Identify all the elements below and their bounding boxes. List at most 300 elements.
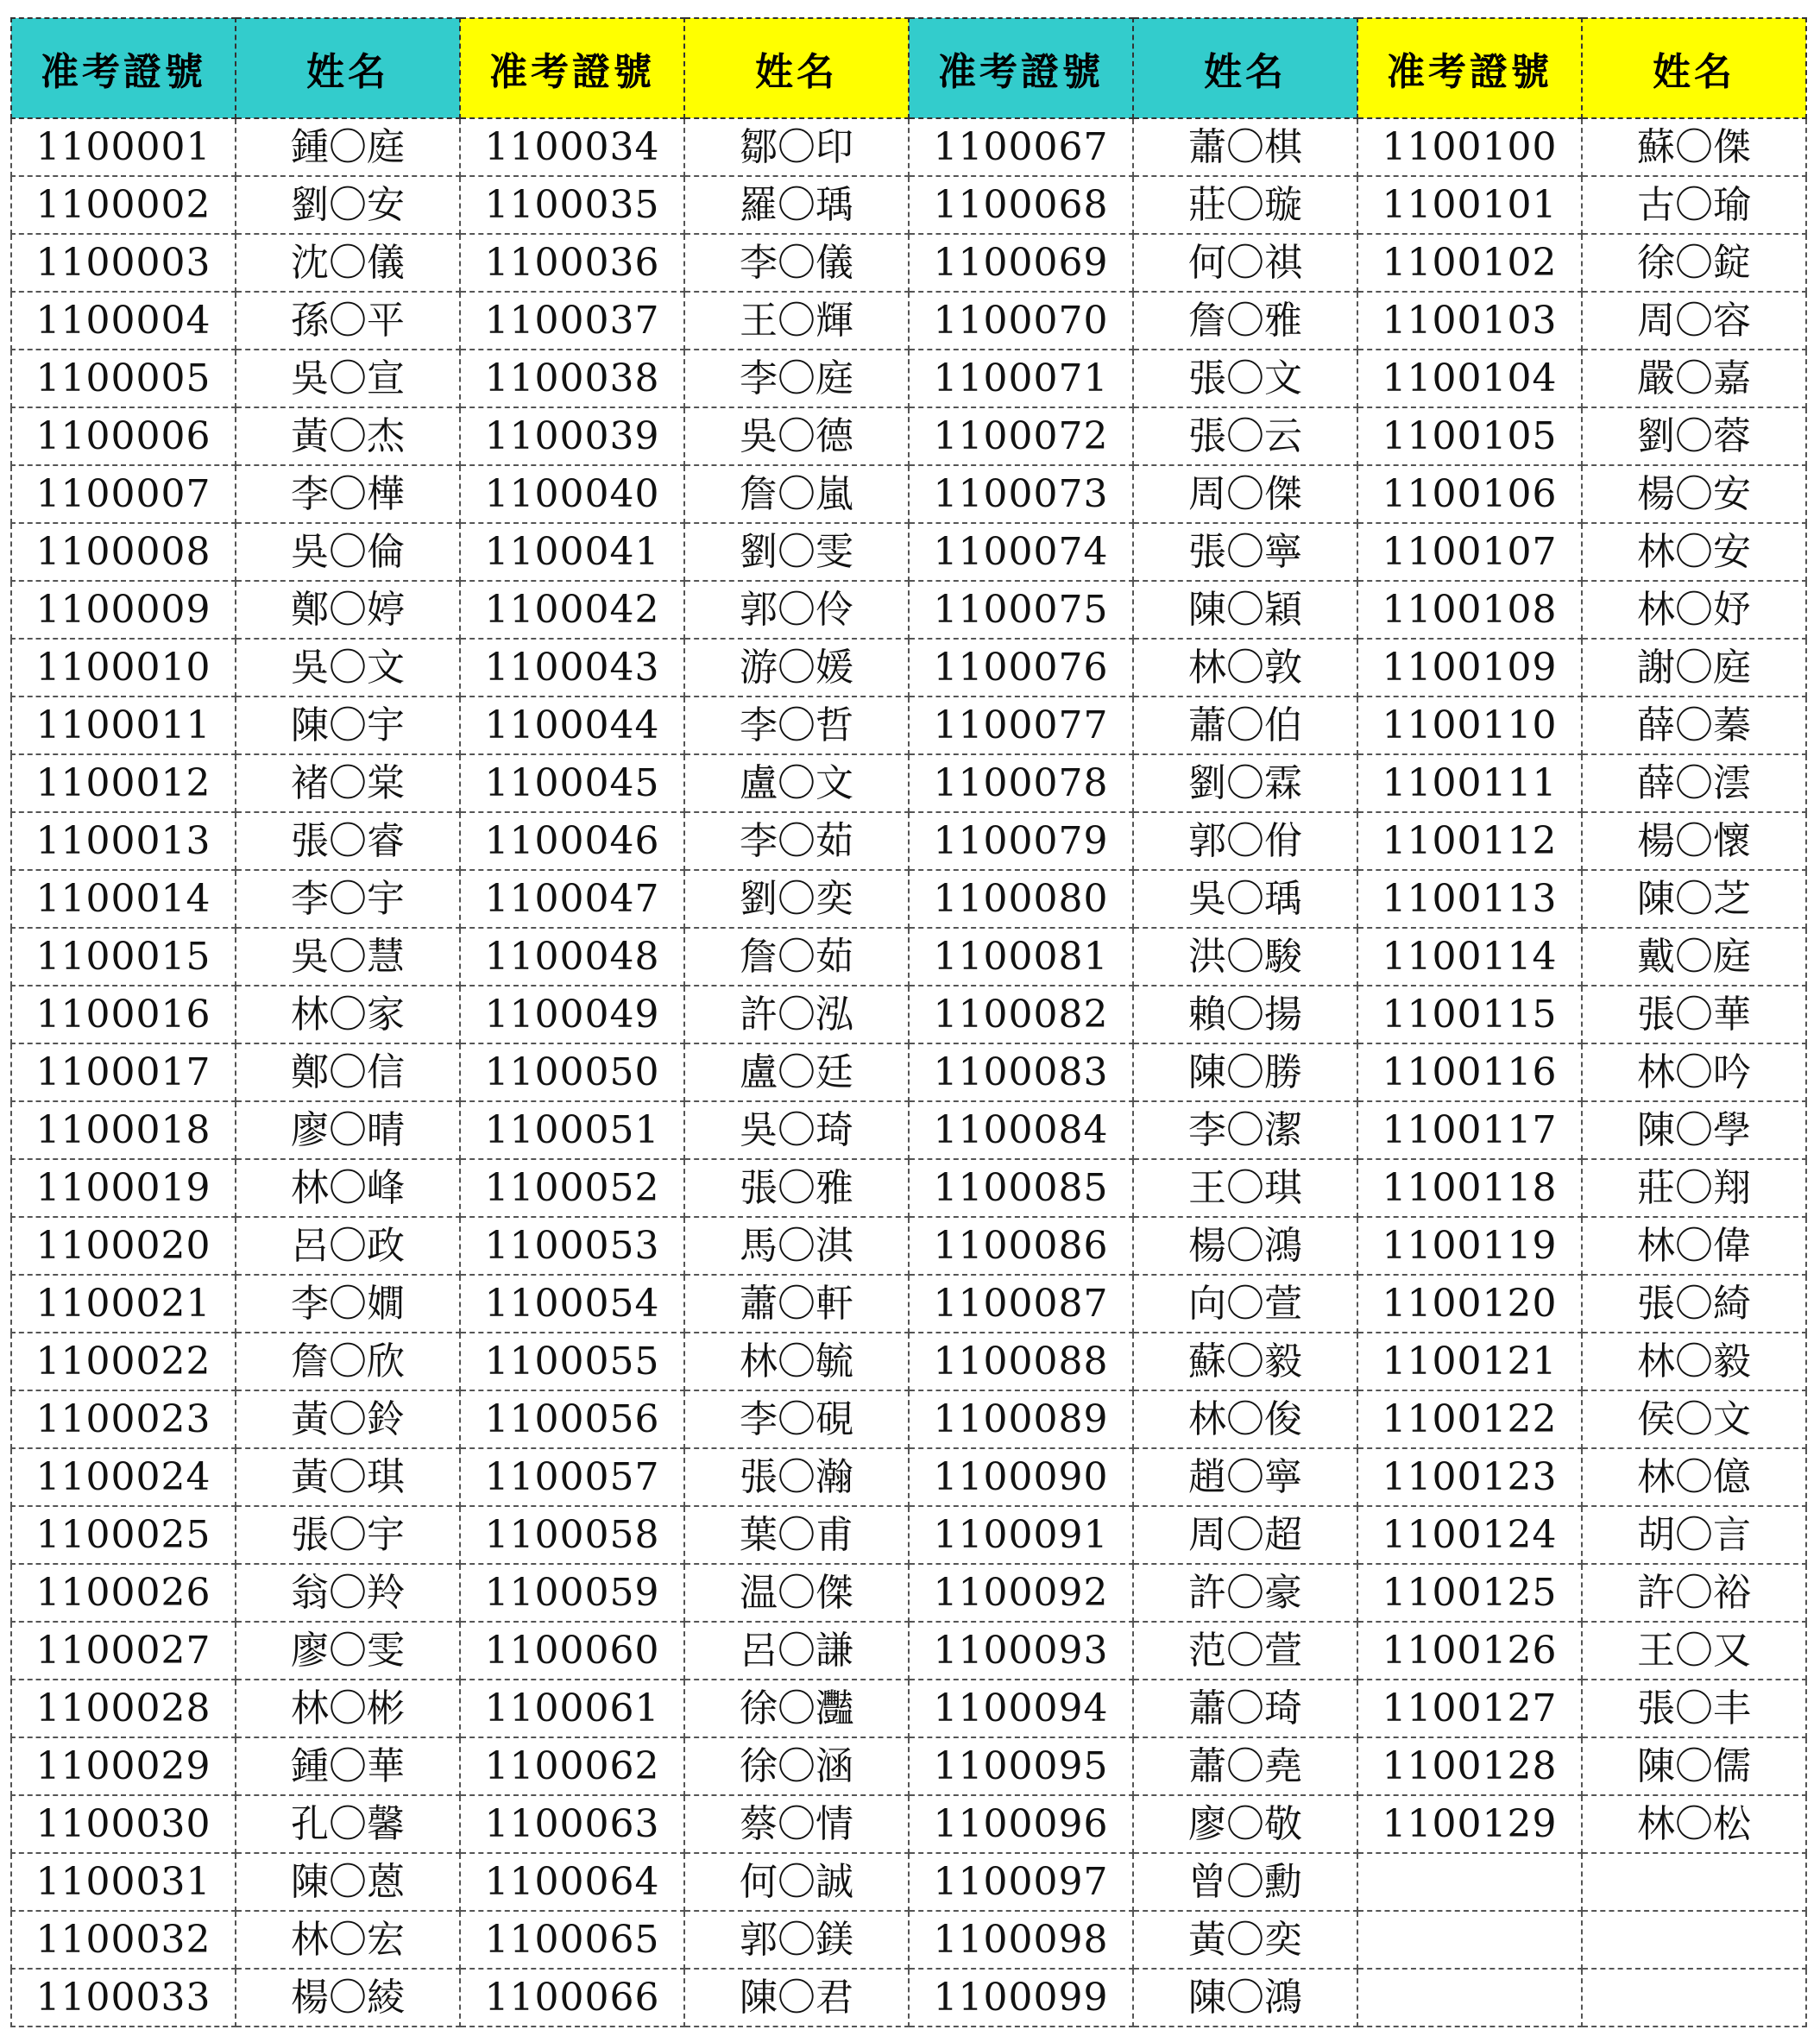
student-name-cell: 張〇瀚 xyxy=(684,1448,909,1506)
student-name-cell: 郭〇鎂 xyxy=(684,1911,909,1969)
exam-number-cell: 1100050 xyxy=(460,1043,684,1101)
exam-number-cell: 1100057 xyxy=(460,1448,684,1506)
student-name-cell: 温〇傑 xyxy=(684,1564,909,1622)
student-name-cell: 洪〇駿 xyxy=(1133,928,1357,986)
exam-number-cell: 1100119 xyxy=(1357,1217,1582,1275)
table-row xyxy=(11,1853,1806,1911)
exam-number-cell: 1100071 xyxy=(909,350,1133,407)
student-name-cell: 呂〇政 xyxy=(236,1217,460,1275)
exam-number-cell: 1100086 xyxy=(909,1217,1133,1275)
student-name-cell: 呂〇謙 xyxy=(684,1622,909,1680)
exam-number-cell: 1100019 xyxy=(11,1159,236,1217)
student-name-cell: 向〇萱 xyxy=(1133,1275,1357,1333)
table-row xyxy=(11,1506,1806,1564)
student-name-cell: 莊〇翔 xyxy=(1582,1159,1806,1217)
student-name-cell: 林〇彬 xyxy=(236,1680,460,1737)
student-name-cell: 陳〇芝 xyxy=(1582,870,1806,928)
header-name: 姓名 xyxy=(1133,18,1357,118)
header-row xyxy=(11,18,1806,118)
table-row xyxy=(11,639,1806,697)
exam-number-cell: 1100121 xyxy=(1357,1333,1582,1390)
table-row xyxy=(11,1217,1806,1275)
student-name-cell: 楊〇綾 xyxy=(236,1969,460,2027)
table-row xyxy=(11,581,1806,639)
student-name-cell: 許〇裕 xyxy=(1582,1564,1806,1622)
table-row xyxy=(11,350,1806,407)
student-name-cell: 黃〇奕 xyxy=(1133,1911,1357,1969)
exam-number-cell: 1100066 xyxy=(460,1969,684,2027)
student-name-cell: 范〇萱 xyxy=(1133,1622,1357,1680)
student-name-cell: 楊〇鴻 xyxy=(1133,1217,1357,1275)
student-name-cell: 鄒〇印 xyxy=(684,118,909,176)
student-name-cell: 林〇安 xyxy=(1582,523,1806,581)
student-name-cell: 林〇家 xyxy=(236,986,460,1043)
exam-number-cell: 1100031 xyxy=(11,1853,236,1911)
student-name-cell: 林〇億 xyxy=(1582,1448,1806,1506)
exam-number-cell: 1100098 xyxy=(909,1911,1133,1969)
student-name-cell xyxy=(1582,1853,1806,1911)
exam-number-cell: 1100123 xyxy=(1357,1448,1582,1506)
exam-number-cell: 1100082 xyxy=(909,986,1133,1043)
student-name-cell: 王〇琪 xyxy=(1133,1159,1357,1217)
exam-number-cell: 1100099 xyxy=(909,1969,1133,2027)
exam-number-cell: 1100008 xyxy=(11,523,236,581)
student-name-cell: 詹〇嵐 xyxy=(684,465,909,523)
student-name-cell: 嚴〇嘉 xyxy=(1582,350,1806,407)
student-name-cell: 吳〇德 xyxy=(684,407,909,465)
exam-number-cell: 1100007 xyxy=(11,465,236,523)
exam-number-cell: 1100014 xyxy=(11,870,236,928)
exam-number-cell: 1100124 xyxy=(1357,1506,1582,1564)
table-row xyxy=(11,1101,1806,1159)
table-row xyxy=(11,176,1806,234)
student-name-cell: 周〇超 xyxy=(1133,1506,1357,1564)
exam-number-cell: 1100094 xyxy=(909,1680,1133,1737)
exam-number-cell: 1100002 xyxy=(11,176,236,234)
student-name-cell: 莊〇璇 xyxy=(1133,176,1357,234)
header-exam-number: 准考證號 xyxy=(1357,18,1582,118)
table-row xyxy=(11,1275,1806,1333)
exam-number-cell: 1100115 xyxy=(1357,986,1582,1043)
exam-number-cell: 1100122 xyxy=(1357,1390,1582,1448)
exam-number-cell: 1100125 xyxy=(1357,1564,1582,1622)
table-row xyxy=(11,754,1806,812)
student-name-cell: 王〇又 xyxy=(1582,1622,1806,1680)
student-name-cell: 詹〇雅 xyxy=(1133,292,1357,350)
student-name-cell: 林〇俊 xyxy=(1133,1390,1357,1448)
student-name-cell: 盧〇廷 xyxy=(684,1043,909,1101)
student-name-cell: 游〇媛 xyxy=(684,639,909,697)
exam-number-cell: 1100028 xyxy=(11,1680,236,1737)
student-name-cell: 謝〇庭 xyxy=(1582,639,1806,697)
student-name-cell: 林〇松 xyxy=(1582,1795,1806,1853)
exam-number-cell: 1100006 xyxy=(11,407,236,465)
exam-number-cell: 1100079 xyxy=(909,812,1133,870)
student-name-cell: 周〇傑 xyxy=(1133,465,1357,523)
exam-number-cell: 1100060 xyxy=(460,1622,684,1680)
exam-number-cell: 1100073 xyxy=(909,465,1133,523)
student-name-cell: 戴〇庭 xyxy=(1582,928,1806,986)
student-name-cell: 李〇儀 xyxy=(684,234,909,292)
student-name-cell: 詹〇欣 xyxy=(236,1333,460,1390)
exam-number-cell: 1100069 xyxy=(909,234,1133,292)
exam-number-cell: 1100037 xyxy=(460,292,684,350)
student-name-cell: 陳〇勝 xyxy=(1133,1043,1357,1101)
exam-number-cell: 1100024 xyxy=(11,1448,236,1506)
exam-number-cell: 1100118 xyxy=(1357,1159,1582,1217)
student-name-cell: 李〇嫺 xyxy=(236,1275,460,1333)
table-row xyxy=(11,928,1806,986)
exam-number-cell: 1100080 xyxy=(909,870,1133,928)
student-name-cell: 薛〇蓁 xyxy=(1582,697,1806,754)
exam-number-cell: 1100004 xyxy=(11,292,236,350)
student-name-cell: 林〇吟 xyxy=(1582,1043,1806,1101)
exam-number-cell: 1100015 xyxy=(11,928,236,986)
student-name-cell: 張〇綺 xyxy=(1582,1275,1806,1333)
exam-number-cell: 1100104 xyxy=(1357,350,1582,407)
exam-number-cell: 1100088 xyxy=(909,1333,1133,1390)
exam-number-cell: 1100035 xyxy=(460,176,684,234)
header-exam-number: 准考證號 xyxy=(909,18,1133,118)
table-row xyxy=(11,1680,1806,1737)
student-name-cell: 吳〇倫 xyxy=(236,523,460,581)
exam-number-cell: 1100063 xyxy=(460,1795,684,1853)
exam-number-cell: 1100058 xyxy=(460,1506,684,1564)
student-name-cell: 李〇潔 xyxy=(1133,1101,1357,1159)
exam-number-cell: 1100129 xyxy=(1357,1795,1582,1853)
student-name-cell: 林〇峰 xyxy=(236,1159,460,1217)
exam-number-cell: 1100055 xyxy=(460,1333,684,1390)
exam-number-cell: 1100068 xyxy=(909,176,1133,234)
exam-number-cell: 1100128 xyxy=(1357,1737,1582,1795)
student-name-cell: 何〇誠 xyxy=(684,1853,909,1911)
exam-number-cell: 1100117 xyxy=(1357,1101,1582,1159)
exam-number-cell: 1100078 xyxy=(909,754,1133,812)
student-name-cell: 李〇哲 xyxy=(684,697,909,754)
table-row xyxy=(11,812,1806,870)
student-name-cell: 張〇宇 xyxy=(236,1506,460,1564)
student-name-cell: 吳〇宣 xyxy=(236,350,460,407)
exam-number-cell: 1100056 xyxy=(460,1390,684,1448)
student-name-cell: 胡〇言 xyxy=(1582,1506,1806,1564)
student-name-cell: 林〇毓 xyxy=(684,1333,909,1390)
exam-number-cell: 1100046 xyxy=(460,812,684,870)
student-name-cell: 鍾〇庭 xyxy=(236,118,460,176)
student-name-cell: 鄭〇婷 xyxy=(236,581,460,639)
exam-number-cell: 1100070 xyxy=(909,292,1133,350)
exam-number-cell: 1100064 xyxy=(460,1853,684,1911)
header-name: 姓名 xyxy=(684,18,909,118)
student-name-cell: 古〇瑜 xyxy=(1582,176,1806,234)
student-name-cell: 徐〇錠 xyxy=(1582,234,1806,292)
student-name-cell: 李〇茹 xyxy=(684,812,909,870)
exam-number-cell: 1100011 xyxy=(11,697,236,754)
exam-number-cell: 1100102 xyxy=(1357,234,1582,292)
header-name: 姓名 xyxy=(236,18,460,118)
student-name-cell: 薛〇澐 xyxy=(1582,754,1806,812)
exam-number-cell: 1100074 xyxy=(909,523,1133,581)
student-name-cell: 林〇偉 xyxy=(1582,1217,1806,1275)
table-row xyxy=(11,234,1806,292)
student-name-cell: 林〇妤 xyxy=(1582,581,1806,639)
student-name-cell: 郭〇伶 xyxy=(684,581,909,639)
table-row xyxy=(11,465,1806,523)
table-row xyxy=(11,1737,1806,1795)
exam-number-cell: 1100038 xyxy=(460,350,684,407)
exam-number-cell: 1100113 xyxy=(1357,870,1582,928)
exam-number-cell: 1100042 xyxy=(460,581,684,639)
student-name-cell: 陳〇儒 xyxy=(1582,1737,1806,1795)
exam-number-cell: 1100045 xyxy=(460,754,684,812)
exam-number-cell: 1100092 xyxy=(909,1564,1133,1622)
student-name-cell: 鍾〇華 xyxy=(236,1737,460,1795)
student-name-cell: 廖〇雯 xyxy=(236,1622,460,1680)
student-name-cell: 陳〇穎 xyxy=(1133,581,1357,639)
exam-number-cell: 1100089 xyxy=(909,1390,1133,1448)
student-name-cell: 蔡〇情 xyxy=(684,1795,909,1853)
exam-number-cell: 1100112 xyxy=(1357,812,1582,870)
student-name-cell: 張〇雅 xyxy=(684,1159,909,1217)
exam-number-cell: 1100076 xyxy=(909,639,1133,697)
student-name-cell: 吳〇文 xyxy=(236,639,460,697)
exam-number-cell: 1100072 xyxy=(909,407,1133,465)
exam-number-cell: 1100030 xyxy=(11,1795,236,1853)
student-name-cell: 許〇豪 xyxy=(1133,1564,1357,1622)
student-name-cell: 劉〇蓉 xyxy=(1582,407,1806,465)
student-name-cell: 楊〇安 xyxy=(1582,465,1806,523)
exam-number-cell: 1100052 xyxy=(460,1159,684,1217)
exam-number-cell: 1100096 xyxy=(909,1795,1133,1853)
exam-number-cell: 1100087 xyxy=(909,1275,1133,1333)
exam-number-cell: 1100041 xyxy=(460,523,684,581)
header-exam-number: 准考證號 xyxy=(460,18,684,118)
exam-number-cell: 1100101 xyxy=(1357,176,1582,234)
student-name-cell: 陳〇蒽 xyxy=(236,1853,460,1911)
exam-number-cell: 1100091 xyxy=(909,1506,1133,1564)
student-name-cell: 張〇寧 xyxy=(1133,523,1357,581)
exam-number-cell xyxy=(1357,1911,1582,1969)
exam-number-cell: 1100093 xyxy=(909,1622,1133,1680)
student-name-cell: 許〇泓 xyxy=(684,986,909,1043)
exam-number-cell: 1100067 xyxy=(909,118,1133,176)
exam-number-cell: 1100110 xyxy=(1357,697,1582,754)
exam-number-cell: 1100048 xyxy=(460,928,684,986)
student-name-cell: 曾〇勳 xyxy=(1133,1853,1357,1911)
student-name-cell: 蘇〇毅 xyxy=(1133,1333,1357,1390)
table-row xyxy=(11,1043,1806,1101)
exam-number-cell: 1100039 xyxy=(460,407,684,465)
student-name-cell: 林〇敦 xyxy=(1133,639,1357,697)
table-row xyxy=(11,407,1806,465)
student-name-cell: 吳〇慧 xyxy=(236,928,460,986)
table-row xyxy=(11,697,1806,754)
table-row xyxy=(11,523,1806,581)
student-name-cell: 蕭〇琦 xyxy=(1133,1680,1357,1737)
exam-number-cell: 1100021 xyxy=(11,1275,236,1333)
student-name-cell: 吳〇瑀 xyxy=(1133,870,1357,928)
exam-number-cell: 1100059 xyxy=(460,1564,684,1622)
exam-number-cell: 1100003 xyxy=(11,234,236,292)
student-name-cell: 郭〇佾 xyxy=(1133,812,1357,870)
student-name-cell: 李〇硯 xyxy=(684,1390,909,1448)
student-name-cell: 侯〇文 xyxy=(1582,1390,1806,1448)
exam-number-cell: 1100103 xyxy=(1357,292,1582,350)
student-name-cell: 何〇祺 xyxy=(1133,234,1357,292)
student-name-cell: 蕭〇伯 xyxy=(1133,697,1357,754)
student-name-cell: 葉〇甫 xyxy=(684,1506,909,1564)
student-name-cell: 褚〇棠 xyxy=(236,754,460,812)
student-name-cell: 陳〇學 xyxy=(1582,1101,1806,1159)
exam-number-cell: 1100049 xyxy=(460,986,684,1043)
student-name-cell xyxy=(1582,1969,1806,2027)
student-name-cell: 徐〇灩 xyxy=(684,1680,909,1737)
exam-number-cell: 1100054 xyxy=(460,1275,684,1333)
student-name-cell: 盧〇文 xyxy=(684,754,909,812)
student-name-cell: 孫〇平 xyxy=(236,292,460,350)
exam-number-cell: 1100084 xyxy=(909,1101,1133,1159)
exam-number-cell: 1100095 xyxy=(909,1737,1133,1795)
student-name-cell: 蕭〇棋 xyxy=(1133,118,1357,176)
exam-number-cell: 1100111 xyxy=(1357,754,1582,812)
exam-number-cell: 1100081 xyxy=(909,928,1133,986)
student-name-cell: 徐〇涵 xyxy=(684,1737,909,1795)
exam-number-cell: 1100020 xyxy=(11,1217,236,1275)
student-name-cell: 廖〇敬 xyxy=(1133,1795,1357,1853)
table-row xyxy=(11,986,1806,1043)
exam-number-cell: 1100036 xyxy=(460,234,684,292)
student-name-cell: 王〇輝 xyxy=(684,292,909,350)
exam-number-cell: 1100001 xyxy=(11,118,236,176)
exam-number-cell: 1100013 xyxy=(11,812,236,870)
student-name-cell: 李〇庭 xyxy=(684,350,909,407)
table-row xyxy=(11,1390,1806,1448)
exam-number-cell: 1100083 xyxy=(909,1043,1133,1101)
student-name-cell: 沈〇儀 xyxy=(236,234,460,292)
student-name-cell: 蕭〇堯 xyxy=(1133,1737,1357,1795)
exam-number-cell xyxy=(1357,1969,1582,2027)
header-exam-number: 准考證號 xyxy=(11,18,236,118)
exam-number-cell: 1100047 xyxy=(460,870,684,928)
table-row xyxy=(11,1911,1806,1969)
exam-number-cell: 1100105 xyxy=(1357,407,1582,465)
student-name-cell: 廖〇晴 xyxy=(236,1101,460,1159)
table-row xyxy=(11,1795,1806,1853)
exam-roster-table xyxy=(10,17,1807,2027)
exam-number-cell: 1100061 xyxy=(460,1680,684,1737)
table-row xyxy=(11,1564,1806,1622)
student-name-cell: 羅〇瑀 xyxy=(684,176,909,234)
exam-number-cell: 1100029 xyxy=(11,1737,236,1795)
exam-number-cell: 1100106 xyxy=(1357,465,1582,523)
exam-number-cell: 1100100 xyxy=(1357,118,1582,176)
exam-number-cell: 1100012 xyxy=(11,754,236,812)
exam-number-cell: 1100033 xyxy=(11,1969,236,2027)
exam-number-cell: 1100051 xyxy=(460,1101,684,1159)
student-name-cell: 張〇睿 xyxy=(236,812,460,870)
table-row xyxy=(11,1159,1806,1217)
student-name-cell: 張〇丰 xyxy=(1582,1680,1806,1737)
student-name-cell: 劉〇安 xyxy=(236,176,460,234)
student-name-cell: 李〇樺 xyxy=(236,465,460,523)
exam-number-cell: 1100032 xyxy=(11,1911,236,1969)
table-row xyxy=(11,1333,1806,1390)
table-row xyxy=(11,1448,1806,1506)
exam-number-cell: 1100009 xyxy=(11,581,236,639)
student-name-cell: 陳〇君 xyxy=(684,1969,909,2027)
student-name-cell: 詹〇茹 xyxy=(684,928,909,986)
exam-number-cell: 1100116 xyxy=(1357,1043,1582,1101)
exam-number-cell: 1100022 xyxy=(11,1333,236,1390)
table-row xyxy=(11,1622,1806,1680)
exam-number-cell: 1100127 xyxy=(1357,1680,1582,1737)
student-name-cell: 林〇毅 xyxy=(1582,1333,1806,1390)
exam-number-cell: 1100025 xyxy=(11,1506,236,1564)
exam-number-cell: 1100077 xyxy=(909,697,1133,754)
exam-number-cell: 1100062 xyxy=(460,1737,684,1795)
student-name-cell: 陳〇宇 xyxy=(236,697,460,754)
student-name-cell: 黃〇鈴 xyxy=(236,1390,460,1448)
student-name-cell: 周〇容 xyxy=(1582,292,1806,350)
exam-number-cell: 1100040 xyxy=(460,465,684,523)
student-name-cell: 張〇華 xyxy=(1582,986,1806,1043)
student-name-cell: 馬〇淇 xyxy=(684,1217,909,1275)
table-row xyxy=(11,1969,1806,2027)
student-name-cell: 劉〇霖 xyxy=(1133,754,1357,812)
exam-number-cell: 1100085 xyxy=(909,1159,1133,1217)
exam-number-cell: 1100126 xyxy=(1357,1622,1582,1680)
exam-number-cell: 1100097 xyxy=(909,1853,1133,1911)
table-row xyxy=(11,118,1806,176)
student-name-cell: 林〇宏 xyxy=(236,1911,460,1969)
exam-number-cell: 1100018 xyxy=(11,1101,236,1159)
student-name-cell: 賴〇揚 xyxy=(1133,986,1357,1043)
student-name-cell: 李〇宇 xyxy=(236,870,460,928)
student-name-cell: 張〇文 xyxy=(1133,350,1357,407)
exam-number-cell: 1100017 xyxy=(11,1043,236,1101)
student-name-cell: 蕭〇軒 xyxy=(684,1275,909,1333)
student-name-cell: 張〇云 xyxy=(1133,407,1357,465)
exam-number-cell: 1100065 xyxy=(460,1911,684,1969)
header-name: 姓名 xyxy=(1582,18,1806,118)
student-name-cell: 吳〇琦 xyxy=(684,1101,909,1159)
student-name-cell: 劉〇雯 xyxy=(684,523,909,581)
exam-number-cell: 1100010 xyxy=(11,639,236,697)
student-name-cell: 蘇〇傑 xyxy=(1582,118,1806,176)
exam-number-cell: 1100026 xyxy=(11,1564,236,1622)
table-row xyxy=(11,870,1806,928)
exam-number-cell: 1100075 xyxy=(909,581,1133,639)
exam-number-cell: 1100108 xyxy=(1357,581,1582,639)
student-name-cell: 楊〇懷 xyxy=(1582,812,1806,870)
roster-body xyxy=(11,118,1806,2027)
exam-number-cell: 1100005 xyxy=(11,350,236,407)
table-row xyxy=(11,292,1806,350)
exam-number-cell: 1100023 xyxy=(11,1390,236,1448)
student-name-cell: 鄭〇信 xyxy=(236,1043,460,1101)
exam-number-cell: 1100043 xyxy=(460,639,684,697)
student-name-cell xyxy=(1582,1911,1806,1969)
student-name-cell: 黃〇琪 xyxy=(236,1448,460,1506)
exam-number-cell: 1100107 xyxy=(1357,523,1582,581)
student-name-cell: 孔〇馨 xyxy=(236,1795,460,1853)
exam-number-cell: 1100120 xyxy=(1357,1275,1582,1333)
exam-number-cell: 1100114 xyxy=(1357,928,1582,986)
exam-number-cell: 1100027 xyxy=(11,1622,236,1680)
exam-number-cell: 1100109 xyxy=(1357,639,1582,697)
exam-number-cell xyxy=(1357,1853,1582,1911)
student-name-cell: 趙〇寧 xyxy=(1133,1448,1357,1506)
student-name-cell: 黃〇杰 xyxy=(236,407,460,465)
